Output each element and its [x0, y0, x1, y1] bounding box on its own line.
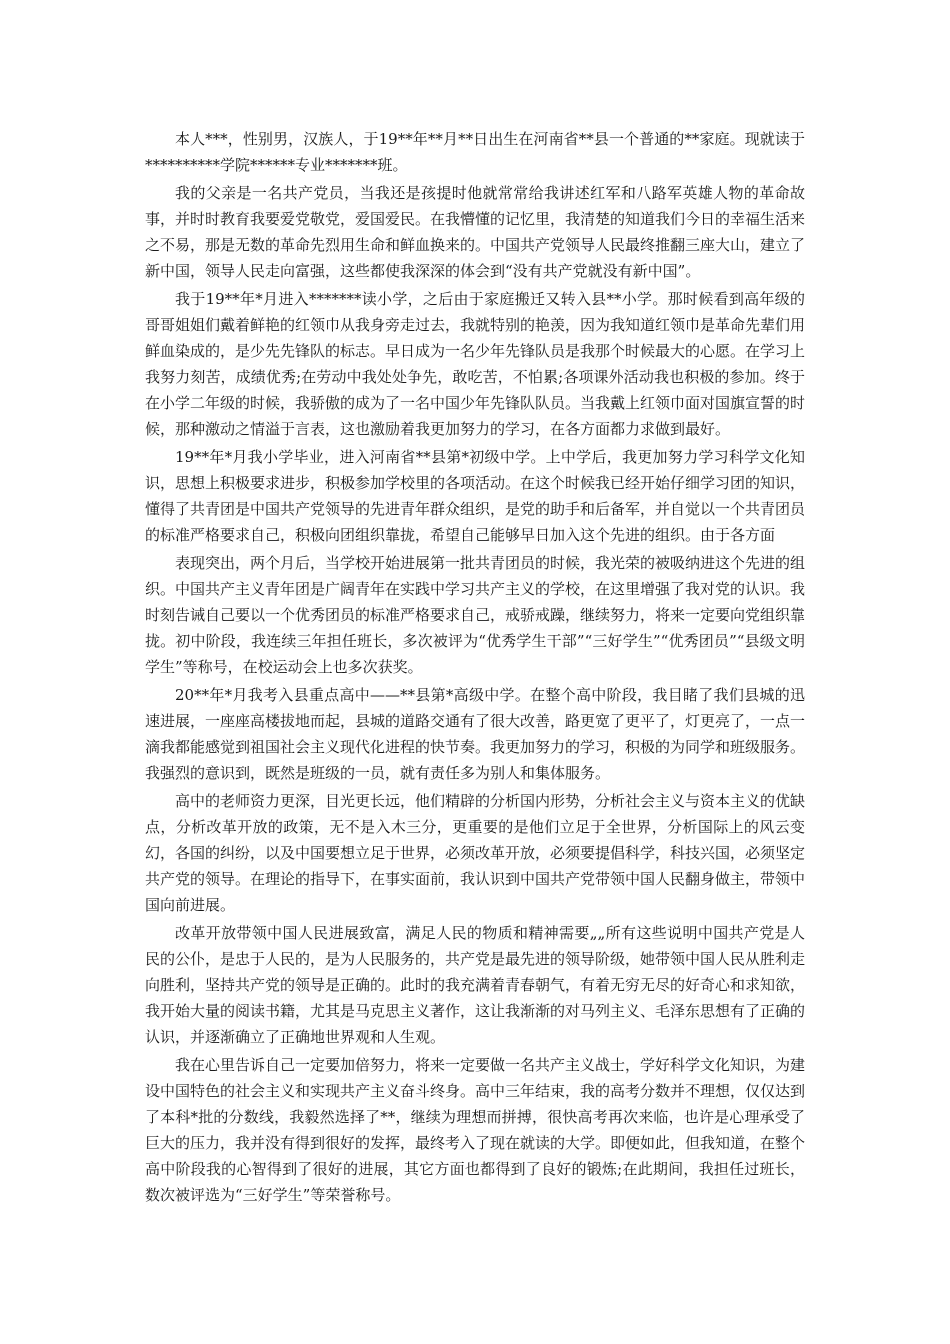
- paragraph: 20**年*月我考入县重点高中——**县第*高级中学。在整个高中阶段，我目睹了我们县城的迅速进展，一座座高楼拔地而起，县城的道路交通有了很大改善，路更宽了更平了，灯更亮了，一点一滴我都能感觉到祖国社会主义现代化进程的快节奏。我更加努力的学习，积极的为同学和班级服务。我强烈的意识到，既然是班级的一员，就有责任多为别人和集体服务。: [145, 686, 806, 782]
- paragraph: 我的父亲是一名共产党员，当我还是孩提时他就常常给我讲述红军和八路军英雄人物的革命故事，并时时教育我要爱党敬党，爱国爱民。在我懵懂的记忆里，我清楚的知道我们今日的幸福生活来之不易，那是无数的革命先烈用生命和鲜血换来的。中国共产党领导人民最终推翻三座大山，建立了新中国，领导人民走向富强，这些都使我深深的体会到“没有共产党就没有新中国”。: [145, 184, 806, 280]
- paragraph: 表现突出，两个月后，当学校开始进展第一批共青团员的时候，我光荣的被吸纳进这个先进的组织。中国共产主义青年团是广阔青年在实践中学习共产主义的学校，在这里增强了我对党的认识。我时刻告诫自己要以一个优秀团员的标准严格要求自己，戒骄戒躁，继续努力，将来一定要向党组织靠拢。初中阶段，我连续三年担任班长，多次被评为“优秀学生干部”“三好学生”“优秀团员”“县级文明学生”等称号，在校运动会上也多次获奖。: [145, 554, 806, 676]
- paragraph: 我于19**年*月进入*******读小学，之后由于家庭搬迁又转入县**小学。那时候看到高年级的哥哥姐姐们戴着鲜艳的红领巾从我身旁走过去，我就特别的艳羡，因为我知道红领巾是革命先辈们用鲜血染成的，是少先先锋队的标志。早日成为一名少年先锋队员是我那个时候最大的心愿。在学习上我努力刻苦，成绩优秀;在劳动中我处处争先，敢吃苦，不怕累;各项课外活动我也积极的参加。终于在小学二年级的时候，我骄傲的成为了一名中国少年先锋队队员。当我戴上红领巾面对国旗宣誓的时候，那种激动之情溢于言表，这也激励着我更加努力的学习，在各方面都力求做到最好。: [145, 290, 806, 438]
- paragraph: 本人***，性别男，汉族人，于19**年**月**日出生在河南省**县一个普通的**家庭。现就读于**********学院******专业*******班。: [145, 130, 805, 174]
- paragraph: 我在心里告诉自己一定要加倍努力，将来一定要做一名共产主义战士，学好科学文化知识，为建设中国特色的社会主义和实现共产主义奋斗终身。高中三年结束，我的高考分数并不理想，仅仅达到了本科*批的分数线，我毅然选择了**，继续为理想而拼搏，很快高考再次来临，也许是心理承受了巨大的压力，我并没有得到很好的发挥，最终考入了现在就读的大学。即便如此，但我知道，在整个高中阶段我的心智得到了很好的进展，其它方面也都得到了良好的锻炼;在此期间，我担任过班长，数次被评选为“三好学生”等荣誉称号。: [145, 1056, 806, 1204]
- paragraph: 19**年*月我小学毕业，进入河南省**县第*初级中学。上中学后，我更加努力学习科学文化知识，思想上积极要求进步，积极参加学校里的各项活动。在这个时候我已经开始仔细学习团的知识，懂得了共青团是中国共产党领导的先进青年群众组织，是党的助手和后备军，并自觉以一个共青团员的标准严格要求自己，积极向团组织靠拢，希望自己能够早日加入这个先进的组织。由于各方面: [145, 448, 806, 544]
- document-body: [145, 126, 805, 1210]
- paragraph: 高中的老师资力更深，目光更长远，他们精辟的分析国内形势，分析社会主义与资本主义的优缺点，分析改革开放的政策，无不是入木三分，更重要的是他们立足于全世界，分析国际上的风云变幻，各国的纠纷，以及中国要想立足于世界，必须改革开放，必须要提倡科学，科技兴国，必须坚定共产党的领导。在理论的指导下，在事实面前，我认识到中国共产党带领中国人民翻身做主，带领中国向前进展。: [145, 792, 806, 914]
- paragraph: 改革开放带领中国人民进展致富，满足人民的物质和精神需要„„所有这些说明中国共产党是人民的公仆，是忠于人民的，是为人民服务的，共产党是最先进的领导阶级，她带领中国人民从胜利走向胜利，坚持共产党的领导是正确的。此时的我充满着青春朝气，有着无穷无尽的好奇心和求知欲，我开始大量的阅读书籍，尤其是马克思主义著作，这让我渐渐的对马列主义、毛泽东思想有了正确的认识，并逐渐确立了正确地世界观和人生观。: [145, 924, 806, 1046]
